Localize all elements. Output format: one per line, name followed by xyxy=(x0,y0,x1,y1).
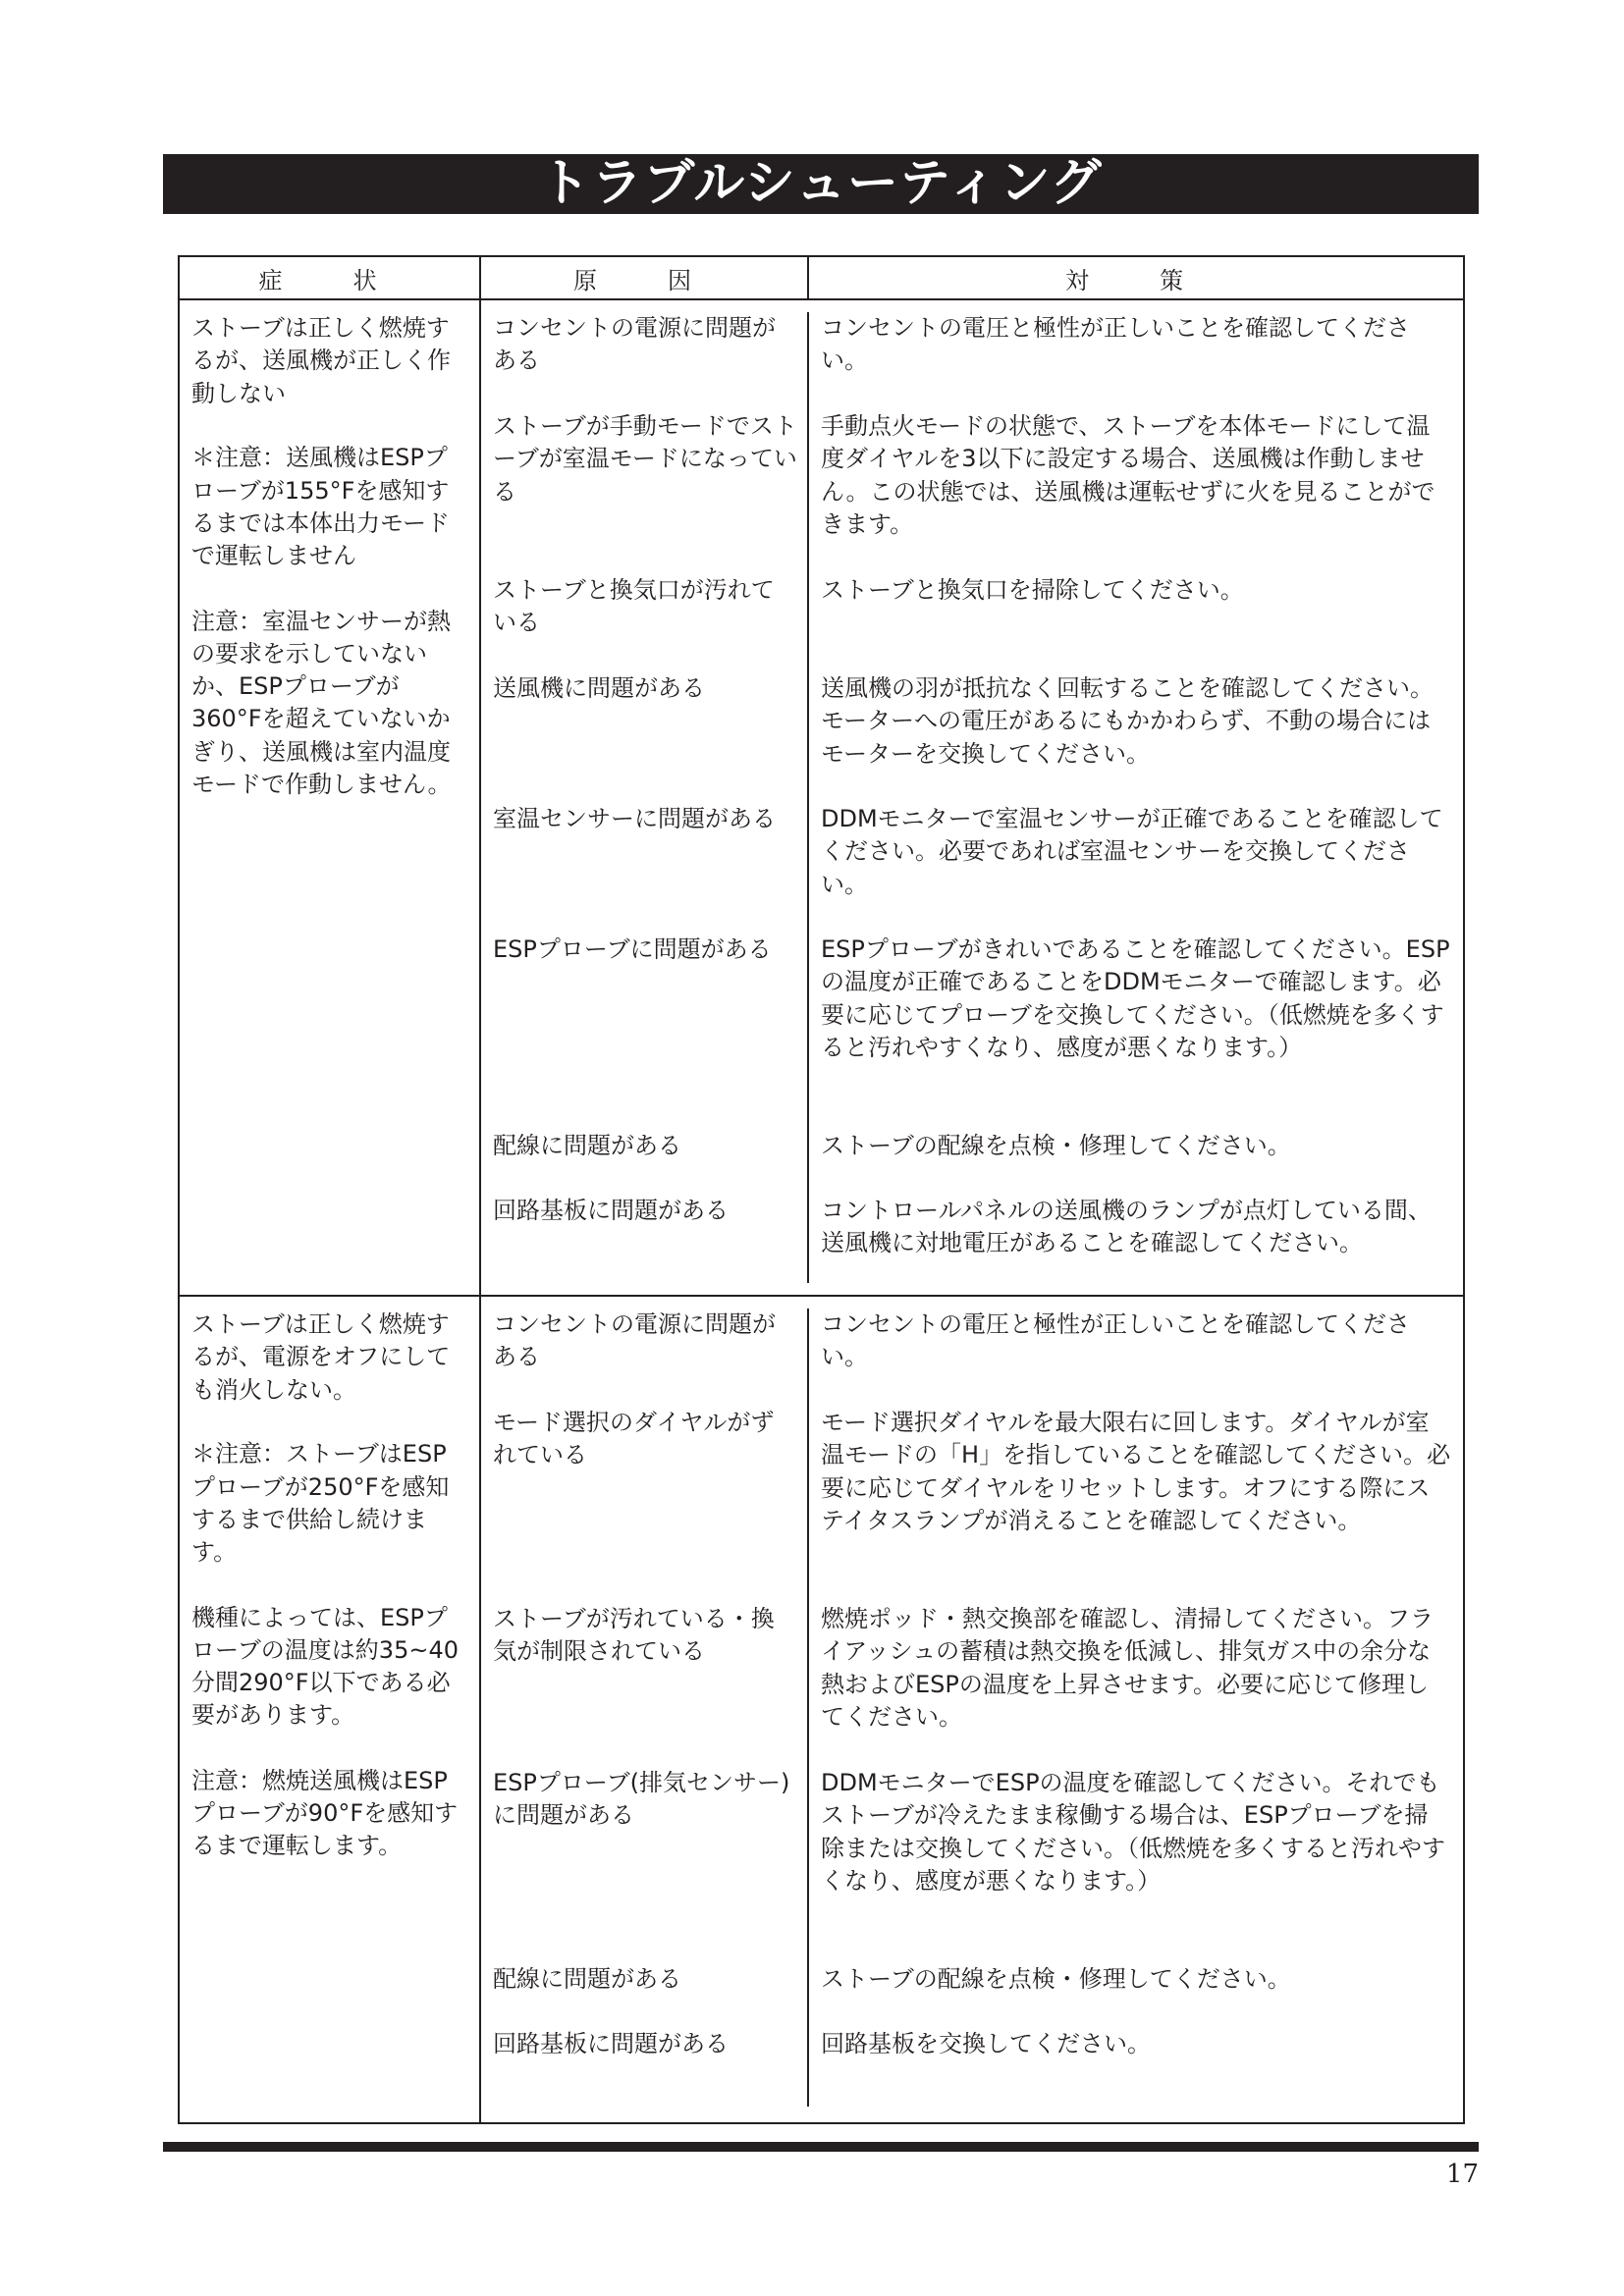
fix-text: DDMモニターで室温センサーが正確であることを確認してください。必要であれば室温センサーを交換してください。 xyxy=(807,803,1463,934)
symptom-text: 注意：燃焼送風機はESPプローブが90°Fを感知するまで運転します。 xyxy=(191,1766,459,1860)
cause-text: ストーブと換気口が汚れている xyxy=(493,576,775,637)
fix-text: コンセントの電圧と極性が正しいことを確認してください。 xyxy=(807,1308,1463,1407)
cause-text: 回路基板に問題がある xyxy=(493,1197,729,1224)
symptom-cell xyxy=(179,1296,480,2123)
cause-text: モード選択のダイヤルがずれている xyxy=(493,1409,775,1469)
header-symptom: 症 状 xyxy=(179,256,480,299)
header-row xyxy=(179,256,1464,299)
symptom-text: ストーブは正しく燃焼するが、送風機が正しく作動しない xyxy=(191,314,451,407)
symptom-text: 機種によっては、ESPプローブの温度は約35~40分間290°F以下である必要があります。 xyxy=(191,1603,459,1730)
cause-text: コンセントの電源に問題がある xyxy=(493,314,776,375)
items-cell xyxy=(480,1296,1464,2123)
fix-text: 手動点火モードの状態で、ストーブを本体モードにして温度ダイヤルを3以下に設定する場合、送風機は作動しません。この状態では、送風機は運転せずに火を見ることができます。 xyxy=(807,410,1463,574)
fix-text: ESPプローブがきれいであることを確認してください。ESPの温度が正確であることをDDMモニターで確認します。必要に応じてプローブを交換してください。（低燃焼を多くすると汚れやすくなり、感度が悪くなります。） xyxy=(807,934,1463,1130)
items-cell xyxy=(480,299,1464,1296)
fix-text: モード選択ダイヤルを最大限右に回します。ダイヤルが室温モードの「H」を指していることを確認してください。必要に応じてダイヤルをリセットします。オフにする際にステイタスランプが消えることを確認してください。 xyxy=(807,1407,1463,1603)
cause-text: 配線に問題がある xyxy=(493,1965,681,1993)
cause-text: 室温センサーに問題がある xyxy=(493,805,776,832)
footer-rule xyxy=(163,2142,1479,2152)
troubleshooting-table xyxy=(178,255,1465,2124)
page-number: 17 xyxy=(1445,2160,1479,2189)
symptom-cell xyxy=(179,299,480,1296)
fix-text: 燃焼ポッド・熱交換部を確認し、清掃してください。フライアッシュの蓄積は熱交換を低減し、排気ガス中の余分な熱およびESPの温度を上昇させます。必要に応じて修理してください。 xyxy=(807,1603,1463,1767)
fix-text: コントロールパネルの送風機のランプが点灯している間、送風機に対地電圧があることを確認してください。 xyxy=(807,1195,1463,1283)
page-title: トラブルシューティング xyxy=(163,154,1479,214)
cause-text: ストーブが汚れている・換気が制限されている xyxy=(493,1605,775,1666)
table-row xyxy=(179,1296,1464,2123)
fix-text: ストーブの配線を点検・修理してください。 xyxy=(807,1130,1463,1195)
cause-text: 回路基板に問題がある xyxy=(493,2030,729,2057)
table-row xyxy=(179,299,1464,1296)
symptom-text: ストーブは正しく燃焼するが、電源をオフにしても消火しない。 xyxy=(191,1310,451,1404)
fix-text: コンセントの電圧と極性が正しいことを確認してください。 xyxy=(807,312,1463,410)
fix-text: ストーブと換気口を掃除してください。 xyxy=(807,574,1463,672)
fix-text: DDMモニターでESPの温度を確認してください。それでもストーブが冷えたまま稼働する場合は、ESPプローブを掃除または交換してください。（低燃焼を多くすると汚れやすくなり、感度が悪くなります。） xyxy=(807,1767,1463,1963)
fix-text: ストーブの配線を点検・修理してください。 xyxy=(807,1963,1463,2028)
cause-text: ストーブが手動モードでストーブが室温モードになっている xyxy=(493,412,797,506)
cause-text: ESPプローブ(排気センサー)に問題がある xyxy=(493,1769,790,1830)
fix-text: 送風機の羽が抵抗なく回転することを確認してください。モーターへの電圧があるにもかかわらず、不動の場合にはモーターを交換してください。 xyxy=(807,672,1463,803)
header-fix: 対 策 xyxy=(808,256,1464,299)
header-cause: 原 因 xyxy=(480,256,808,299)
fix-text: 回路基板を交換してください。 xyxy=(807,2028,1463,2107)
symptom-text: ＊注意：送風機はESPプローブが155°Fを感知するまでは本体出力モードで運転しません xyxy=(191,444,451,570)
symptom-text: ＊注意：ストーブはESPプローブが250°Fを感知するまで供給し続けます。 xyxy=(191,1440,450,1567)
symptom-text: 注意：室温センサーが熱の要求を示していないか、ESPプローブが360°Fを超えていないかぎり、送風機は室内温度モードで作動しません。 xyxy=(191,607,452,799)
cause-text: ESPプローブに問題がある xyxy=(493,935,772,963)
cause-text: 配線に問題がある xyxy=(493,1132,681,1159)
cause-text: コンセントの電源に問題がある xyxy=(493,1310,776,1371)
cause-text: 送風機に問題がある xyxy=(493,674,705,702)
